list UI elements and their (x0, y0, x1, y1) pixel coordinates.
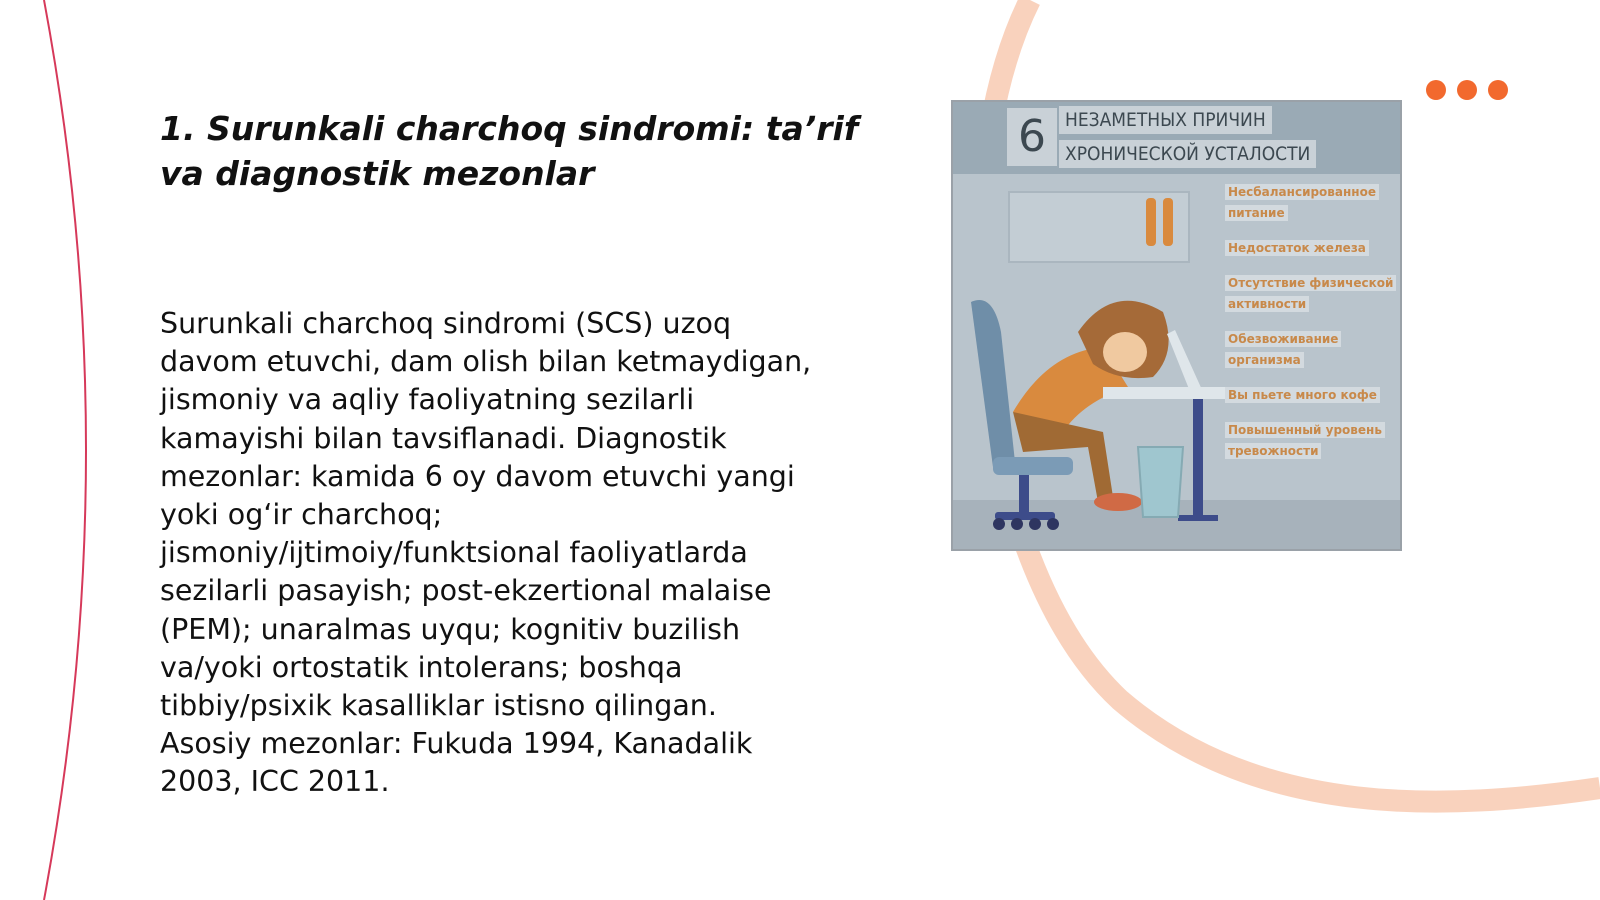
chair-wheel (1047, 518, 1059, 530)
dot-icon (1426, 80, 1446, 100)
slide-title: 1. Surunkali charchoq sindromi: ta’rif va diagnostik mezonlar (160, 109, 859, 193)
slide-body-text: Surunkali charchoq sindromi (SCS) uzoq davom etuvchi, dam olish bilan ketmaydigan, jismoniy va aqliy faoliyatning sezilarli kamayishi bilan tavsiflanadi. Diagnostik mezonlar: kamida 6 oy davom etuvchi yangi yoki og‘ir charchoq; jismoniy/ijtimoiy/funktsional faoliyatlarda sezilarli pasayish; post-ekzertional malaise (PEM); unaralmas uyqu; kognitiv buzilish va/yoki ortostatik intolerans; boshqa tibbiy/psixik kasalliklar istisno qilingan. Asosiy mezonlar: Fukuda 1994, Kanadalik 2003, ICC 2011. (160, 307, 812, 799)
chair-wheel (1011, 518, 1023, 530)
laptop-screen (1167, 330, 1203, 394)
left-curved-line (44, 0, 86, 900)
person-shoe (1094, 493, 1142, 511)
illustration-heading-line-1: НЕЗАМЕТНЫХ ПРИЧИН (1059, 106, 1272, 134)
pause-bar-left (1146, 198, 1156, 246)
desk-top (1103, 387, 1243, 399)
chair-back (971, 300, 1015, 467)
dot-icon (1457, 80, 1477, 100)
chair-post (1019, 475, 1029, 515)
fatigue-illustration (951, 100, 1402, 551)
dots-decoration (1426, 80, 1508, 100)
cause-item: Несбалансированное питание (1225, 182, 1395, 224)
person-head (1103, 332, 1147, 372)
chair-base (995, 512, 1055, 520)
desk-leg (1193, 399, 1203, 519)
cause-item: Отсутствие физической активности (1225, 273, 1395, 315)
waste-bin (1138, 447, 1183, 517)
desk-foot (1178, 515, 1218, 521)
illustration-heading-line-2: ХРОНИЧЕСКОЙ УСТАЛОСТИ (1059, 140, 1316, 168)
illustration-number: 6 (1007, 108, 1057, 166)
causes-list (1225, 182, 1395, 476)
cause-item: Повышенный уровень тревожности (1225, 420, 1395, 462)
chair-wheel (993, 518, 1005, 530)
wall-board (1009, 192, 1189, 262)
chair-wheel (1029, 518, 1041, 530)
chair-seat (993, 457, 1073, 475)
pause-bar-right (1163, 198, 1173, 246)
dot-icon (1488, 80, 1508, 100)
cause-item: Обезвоживание организма (1225, 329, 1395, 371)
cause-item: Вы пьете много кофе (1225, 385, 1395, 406)
cause-item: Недостаток железа (1225, 238, 1395, 259)
